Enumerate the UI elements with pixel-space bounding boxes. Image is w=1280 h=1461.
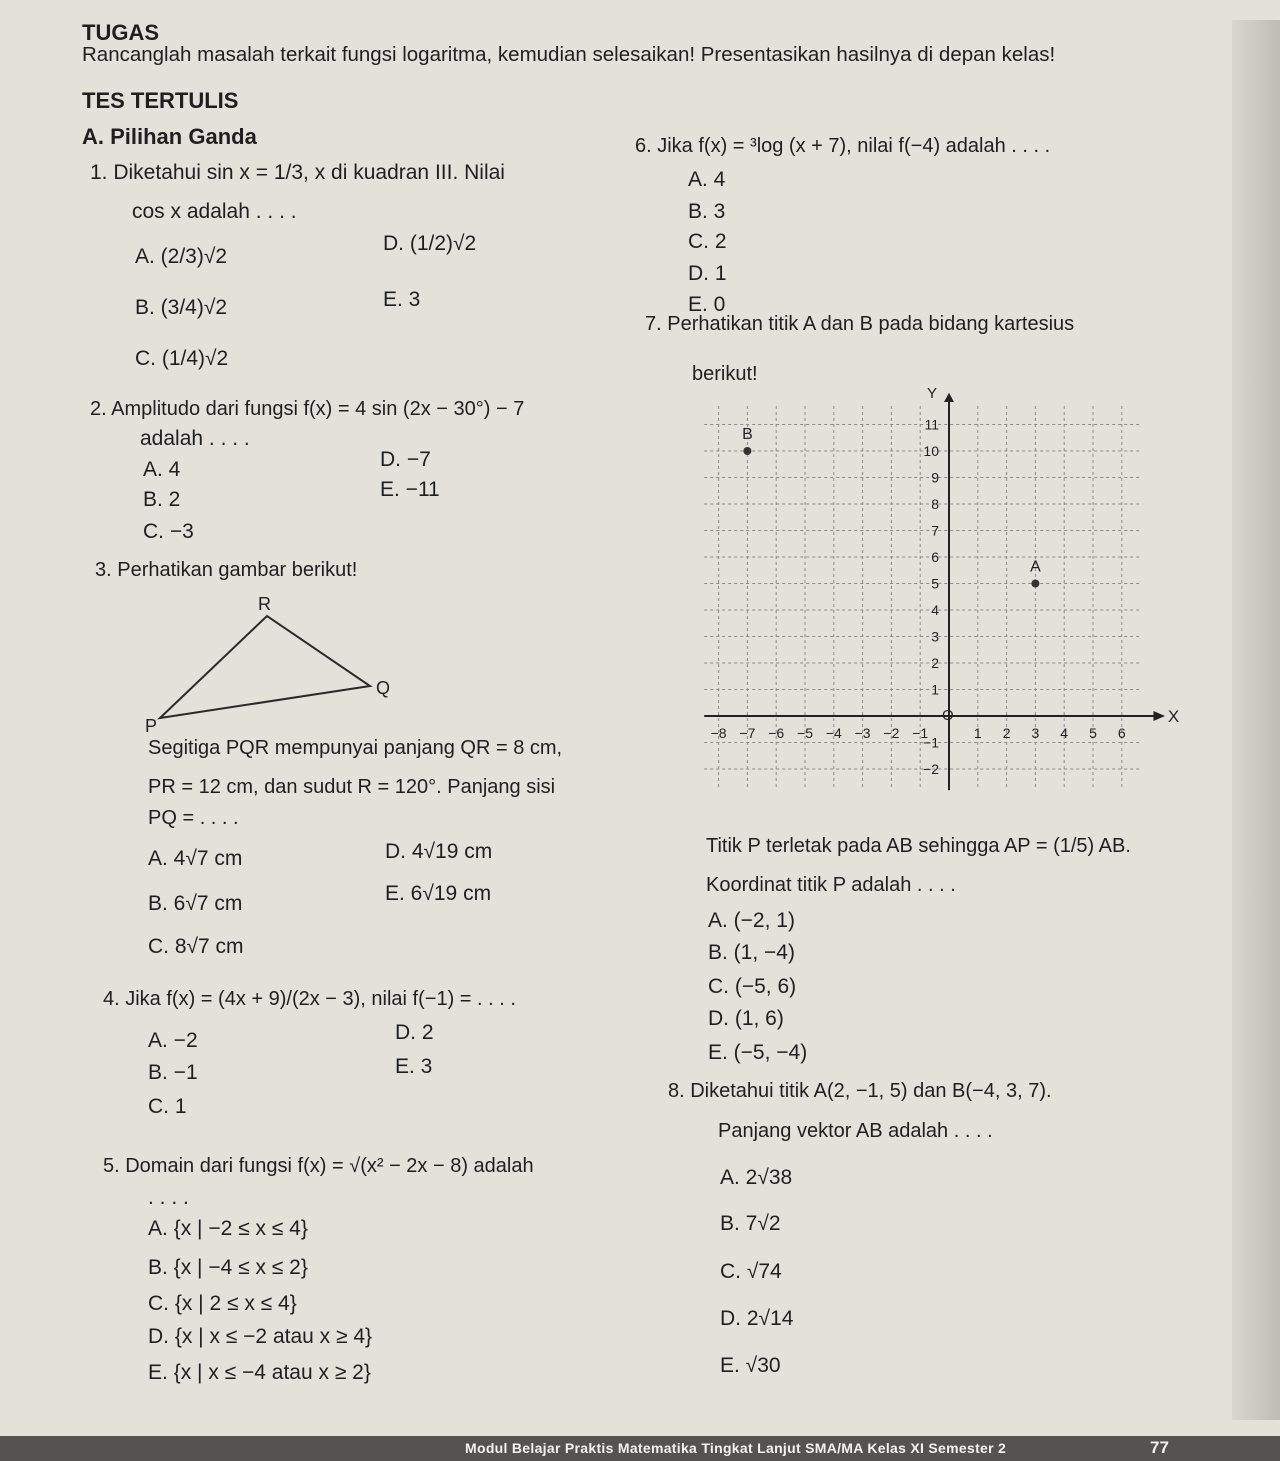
q1-option-d: D. (1/2)√2 [383, 232, 477, 255]
q8-option-d: D. 2√14 [720, 1307, 794, 1330]
q2-option-d: D. −7 [380, 448, 431, 471]
x-tick-label: −7 [739, 725, 756, 741]
y-axis-label: Y [927, 385, 938, 402]
q6-stem: 6. Jika f(x) = ³log (x + 7), nilai f(−4) adalah . . . . [635, 135, 1051, 157]
q7-option-c: C. (−5, 6) [708, 975, 797, 998]
q4-option-d: D. 2 [395, 1021, 434, 1044]
x-tick-label: 3 [1031, 725, 1040, 741]
q4-option-c: C. 1 [148, 1095, 187, 1118]
x-tick-label: −4 [825, 725, 842, 741]
q8-option-c: C. √74 [720, 1260, 782, 1283]
point-label-b: B [742, 426, 753, 443]
q4-option-b: B. −1 [148, 1061, 198, 1084]
triangle-pqr-figure [140, 590, 410, 740]
q5-option-e: E. {x | x ≤ −4 atau x ≥ 2} [148, 1361, 371, 1384]
x-tick-label: −2 [883, 725, 900, 741]
label-q: Q [376, 678, 391, 698]
q2-option-a: A. 4 [143, 458, 181, 481]
x-tick-label: 2 [1002, 725, 1011, 741]
q3-text-2: PR = 12 cm, dan sudut R = 120°. Panjang sisi [148, 776, 556, 798]
y-tick-label: −2 [923, 761, 939, 777]
q4-option-e: E. 3 [395, 1055, 433, 1078]
footer-text: Modul Belajar Praktis Matematika Tingkat Lanjut SMA/MA Kelas XI Semester 2 [465, 1440, 1007, 1456]
q6-option-a: A. 4 [688, 168, 726, 191]
y-tick-label: 8 [931, 496, 939, 512]
q1-option-e: E. 3 [383, 288, 421, 311]
q3-option-d: D. 4√19 cm [385, 840, 493, 863]
x-tick-label: 4 [1060, 725, 1069, 741]
q5-option-c: C. {x | 2 ≤ x ≤ 4} [148, 1292, 297, 1315]
tugas-instruction: Rancanglah masalah terkait fungsi logaritma, kemudian selesaikan! Presentasikan hasilnya di depan kelas! [82, 43, 1056, 66]
y-tick-label: 7 [931, 522, 939, 539]
q3-text-1: Segitiga PQR mempunyai panjang QR = 8 cm, [148, 737, 563, 759]
q6-option-d: D. 1 [688, 262, 727, 285]
q3-option-b: B. 6√7 cm [148, 892, 243, 915]
y-tick-label: 2 [931, 655, 939, 671]
q1-option-b: B. (3/4)√2 [135, 296, 228, 319]
y-tick-label: 9 [931, 469, 939, 486]
section-heading: A. Pilihan Ganda [82, 124, 257, 149]
q7-stem: 7. Perhatikan titik A dan B pada bidang kartesius [645, 313, 1075, 335]
y-tick-label: 1 [931, 681, 939, 698]
q3-stem: 3. Perhatikan gambar berikut! [95, 559, 358, 581]
q4-stem: 4. Jika f(x) = (4x + 9)/(2x − 3), nilai f(−1) = . . . . [103, 988, 516, 1010]
q1-stem-2: cos x adalah . . . . [132, 200, 297, 223]
q1-stem: 1. Diketahui sin x = 1/3, x di kuadran III. Nilai [90, 161, 505, 184]
q3-option-c: C. 8√7 cm [148, 935, 244, 958]
x-tick-label: −5 [797, 725, 813, 741]
q3-option-a: A. 4√7 cm [148, 847, 243, 870]
y-tick-label: −1 [923, 734, 939, 751]
q6-option-e: E. 0 [688, 293, 726, 316]
x-tick-label: 5 [1089, 725, 1097, 741]
q2-stem: 2. Amplitudo dari fungsi f(x) = 4 sin (2x − 30°) − 7 [90, 398, 525, 420]
q2-stem-2: adalah . . . . [140, 427, 250, 450]
x-axis-arrow [1153, 711, 1165, 721]
q7-text-2: Koordinat titik P adalah . . . . [706, 874, 956, 896]
tugas-heading: TUGAS [82, 20, 159, 45]
y-tick-label: 10 [923, 443, 939, 459]
origin-label: O [942, 707, 954, 724]
q8-option-b: B. 7√2 [720, 1212, 781, 1235]
x-tick-label: −1 [912, 725, 929, 741]
page-number: 77 [1150, 1438, 1169, 1457]
q5-option-a: A. {x | −2 ≤ x ≤ 4} [148, 1217, 308, 1240]
q7-option-d: D. (1, 6) [708, 1007, 784, 1030]
q7-text-1: Titik P terletak pada AB sehingga AP = (1/5) AB. [706, 835, 1131, 857]
y-tick-label: 5 [931, 575, 939, 592]
point-b [743, 447, 751, 455]
q5-option-d: D. {x | x ≤ −2 atau x ≥ 4} [148, 1325, 373, 1348]
label-p: P [145, 716, 158, 736]
x-tick-label: 1 [973, 725, 982, 741]
q2-option-c: C. −3 [143, 520, 194, 543]
y-axis-arrow [944, 393, 954, 402]
label-r: R [258, 594, 271, 614]
q7-stem-2: berikut! [692, 363, 758, 385]
q3-option-e: E. 6√19 cm [385, 882, 492, 905]
q1-option-a: A. (2/3)√2 [135, 245, 228, 268]
point-label-a: A [1030, 558, 1041, 576]
y-tick-label: 4 [931, 602, 939, 618]
q6-option-b: B. 3 [688, 200, 726, 223]
page-curl-shadow [1232, 20, 1280, 1420]
q5-stem: 5. Domain dari fungsi f(x) = √(x² − 2x − 8) adalah [103, 1155, 534, 1177]
tes-tertulis-heading: TES TERTULIS [82, 88, 239, 113]
cartesian-plane [692, 378, 1180, 803]
x-tick-label: −8 [710, 725, 727, 741]
y-tick-label: 11 [924, 416, 939, 433]
point-a [1031, 580, 1039, 588]
q7-option-e: E. (−5, −4) [708, 1041, 808, 1064]
q4-option-a: A. −2 [148, 1029, 198, 1052]
x-tick-label: −6 [768, 725, 785, 741]
q6-option-c: C. 2 [688, 230, 727, 253]
q3-text-3: PQ = . . . . [148, 807, 239, 829]
q8-option-e: E. √30 [720, 1354, 781, 1377]
q5-stem-2: . . . . [148, 1186, 189, 1209]
x-tick-label: −3 [854, 725, 871, 741]
triangle-pqr [160, 616, 370, 718]
q8-stem: 8. Diketahui titik A(2, −1, 5) dan B(−4, 3, 7). [668, 1080, 1052, 1102]
q8-option-a: A. 2√38 [720, 1166, 793, 1189]
q2-option-b: B. 2 [143, 488, 181, 511]
y-tick-label: 6 [931, 549, 939, 565]
q2-option-e: E. −11 [380, 478, 440, 501]
x-tick-label: 6 [1117, 725, 1126, 741]
q5-option-b: B. {x | −4 ≤ x ≤ 2} [148, 1256, 308, 1279]
q7-option-b: B. (1, −4) [708, 941, 795, 964]
x-axis-label: X [1167, 707, 1180, 726]
q7-option-a: A. (−2, 1) [708, 909, 795, 932]
q1-option-c: C. (1/4)√2 [135, 347, 229, 370]
y-tick-label: 3 [931, 628, 939, 645]
q8-stem-2: Panjang vektor AB adalah . . . . [718, 1120, 993, 1142]
